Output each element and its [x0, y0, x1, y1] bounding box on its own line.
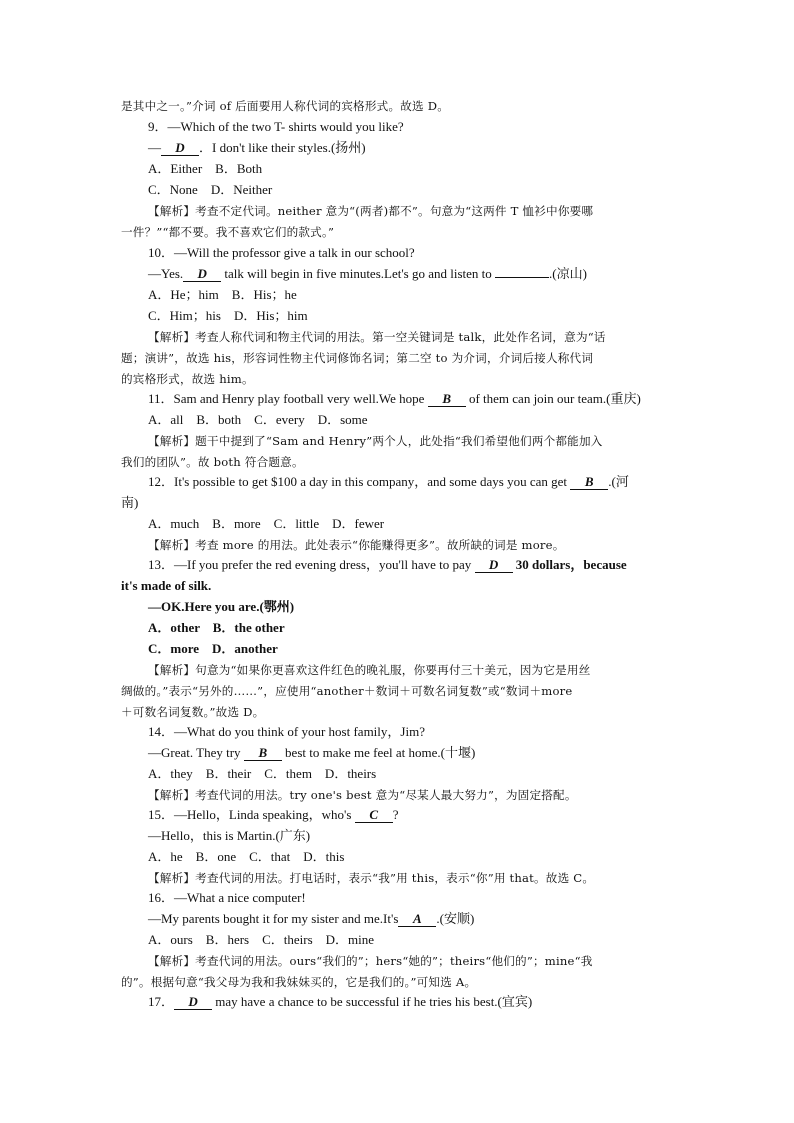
question-13-stem: 13．—If you prefer the red evening dress，you'll have to pay D 30 dollars，because [148, 557, 627, 572]
question-13-reply: —OK.Here you are.(鄂州) [148, 599, 295, 614]
question-13-explanation-cont2: ＋可数名词复数。”故选 D。 [121, 705, 265, 719]
question-9-explanation-cont: 一件？”“都不要。我不喜欢它们的款式。” [121, 225, 335, 239]
question-17-stem: 17． D may have a chance to be successful if he tries his best.(宜宾) [148, 994, 533, 1009]
question-13-stem-cont: it's made of silk. [121, 578, 212, 593]
question-13-explanation: 【解析】句意为“如果你更喜欢这件红色的晚礼服，你要再付三十美元，因为它是用丝 [148, 663, 591, 677]
question-16-explanation-cont: 的”。根据句意“我父母为我和我妹妹买的，它是我们的。”可知选 A。 [121, 975, 477, 989]
answer-blank: D [161, 140, 199, 156]
answer-blank: B [428, 391, 466, 407]
question-14-answer-line: —Great. They try B best to make me feel at home.(十堰) [148, 745, 476, 760]
question-15-explanation: 【解析】考查代词的用法。打电话时，表示“我”用 this，表示“你”用 that。故选 C。 [148, 871, 595, 885]
question-16-options: A．ours B．hers C．theirs D．mine [148, 932, 375, 947]
question-12-stem-cont: 南) [121, 495, 139, 510]
question-10-answer-line: —Yes. D talk will begin in five minutes.Let's go and listen to .(凉山) [148, 266, 587, 281]
answer-blank: B [244, 745, 282, 761]
answer-blank: D [475, 557, 513, 573]
question-10-stem: 10．—Will the professor give a talk in our school? [148, 245, 415, 260]
question-11-stem: 11．Sam and Henry play football very well.We hope B of them can join our team.(重庆) [148, 391, 641, 406]
answer-blank: B [570, 474, 608, 490]
question-12-stem: 12．It's possible to get $100 a day in this company，and some days you can get B .(河 [148, 474, 629, 489]
question-10-explanation-cont: 题；演讲”，故选 his，形容词性物主代词修饰名词；第二空 to 为介词，介词后接人称代词 [121, 351, 594, 365]
question-9-options-1: A．Either B．Both [148, 161, 263, 176]
question-9-explanation: 【解析】考查不定代词。neither 意为“(两者)都不”。句意为“这两件 T 恤衫中你要哪 [148, 204, 594, 218]
question-14-options: A．they B．their C．them D．theirs [148, 766, 377, 781]
question-10-explanation: 【解析】考查人称代词和物主代词的用法。第一空关键词是 talk，此处作名词，意为“话 [148, 330, 606, 344]
answer-blank: D [183, 266, 221, 282]
answer-blank: A [398, 911, 436, 927]
question-11-options: A．all B．both C．every D．some [148, 412, 368, 427]
question-15-stem: 15．—Hello，Linda speaking，who's C ? [148, 807, 399, 822]
question-9-stem: 9．—Which of the two T- shirts would you like? [148, 119, 404, 134]
question-12-explanation: 【解析】考查 more 的用法。此处表示“你能赚得更多”。故所缺的词是 more。 [148, 538, 565, 552]
question-9-options-2: C．None D．Neither [148, 182, 273, 197]
question-10-options-2: C．Him；his D．His；him [148, 308, 308, 323]
question-14-stem: 14．—What do you think of your host family，Jim? [148, 724, 425, 739]
question-13-options-2: C．more D．another [148, 641, 278, 656]
question-10-options-1: A．He；him B．His；he [148, 287, 297, 302]
empty-blank [495, 277, 549, 278]
question-13-explanation-cont: 绸做的。”表示“另外的……”，应使用“another＋数词＋可数名词复数”或“数词＋more [121, 684, 573, 698]
question-15-reply: —Hello，this is Martin.(广东) [148, 828, 311, 843]
question-16-answer-line: —My parents bought it for my sister and me.It's A .(安顺) [148, 911, 475, 926]
explanation-continuation: 是其中之一。”介词 of 后面要用人称代词的宾格形式。故选 D。 [121, 99, 449, 113]
question-13-options-1: A．other B．the other [148, 620, 285, 635]
question-11-explanation-cont: 我们的团队”。故 both 符合题意。 [121, 455, 304, 469]
question-14-explanation: 【解析】考查代词的用法。try one's best 意为“尽某人最大努力”，为固定搭配。 [148, 788, 577, 802]
question-12-options: A．much B．more C．little D．fewer [148, 516, 385, 531]
question-16-stem: 16．—What a nice computer! [148, 890, 306, 905]
question-9-answer-line: — D ．I don't like their styles.(扬州) [148, 140, 366, 155]
question-16-explanation: 【解析】考查代词的用法。ours“我们的”；hers“她的”；theirs“他们的”；mine“我 [148, 954, 593, 968]
question-11-explanation: 【解析】题干中提到了“Sam and Henry”两个人，此处指“我们希望他们两个都能加入 [148, 434, 603, 448]
question-15-options: A．he B．one C．that D．this [148, 849, 345, 864]
answer-blank: C [355, 807, 393, 823]
answer-blank: D [174, 994, 212, 1010]
question-10-explanation-cont2: 的宾格形式，故选 him。 [121, 372, 254, 386]
